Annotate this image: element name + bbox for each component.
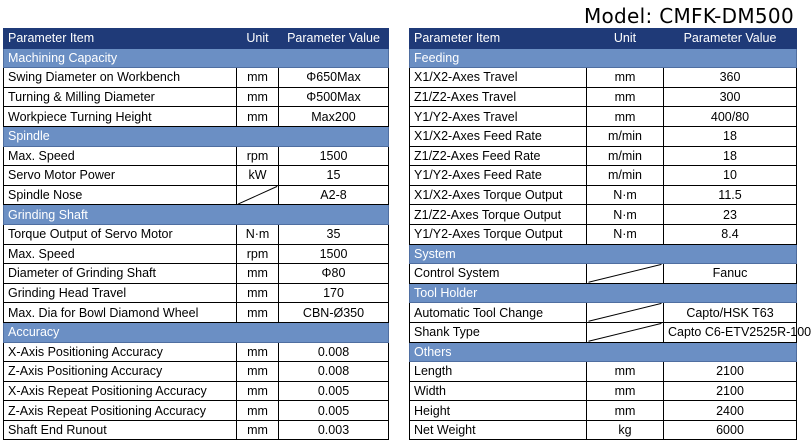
section-title: Spindle	[4, 126, 389, 146]
param-item: Workpiece Turning Height	[4, 107, 237, 127]
unit-not-applicable	[587, 322, 664, 342]
param-unit: mm	[237, 107, 279, 127]
header-unit: Unit	[587, 29, 664, 49]
param-unit: N·m	[587, 205, 664, 225]
param-unit: mm	[587, 401, 664, 421]
param-value: 8.4	[664, 224, 797, 244]
param-unit: mm	[587, 68, 664, 88]
param-unit: mm	[237, 303, 279, 323]
param-item: Net Weight	[410, 420, 587, 440]
param-item: Spindle Nose	[4, 185, 237, 205]
section-row	[4, 126, 389, 146]
param-item: Grinding Head Travel	[4, 283, 237, 303]
param-value: 0.005	[279, 401, 389, 421]
table-row	[4, 342, 389, 362]
diagonal-slash-icon	[587, 323, 663, 342]
table-row	[4, 224, 389, 244]
param-item: Max. Speed	[4, 244, 237, 264]
table-row	[4, 185, 389, 205]
unit-not-applicable	[587, 303, 664, 323]
param-value: 2400	[664, 401, 797, 421]
param-unit: rpm	[237, 244, 279, 264]
header-row	[4, 29, 389, 49]
param-unit: mm	[237, 68, 279, 88]
table-row	[410, 68, 797, 88]
section-row	[4, 48, 389, 68]
section-row	[410, 244, 797, 264]
section-row	[410, 342, 797, 362]
param-unit: mm	[237, 381, 279, 401]
section-title: System	[410, 244, 797, 264]
header-item: Parameter Item	[4, 29, 237, 49]
param-unit: kg	[587, 420, 664, 440]
table-row	[4, 166, 389, 186]
diagonal-slash-icon	[587, 303, 663, 322]
param-unit: N·m	[587, 185, 664, 205]
param-item: Z1/Z2-Axes Torque Output	[410, 205, 587, 225]
table-row	[410, 166, 797, 186]
param-value: 0.005	[279, 381, 389, 401]
unit-not-applicable	[237, 185, 279, 205]
header-value: Parameter Value	[664, 29, 797, 49]
param-item: X1/X2-Axes Feed Rate	[410, 126, 587, 146]
param-value: 18	[664, 146, 797, 166]
param-item: Z1/Z2-Axes Feed Rate	[410, 146, 587, 166]
param-unit: mm	[237, 342, 279, 362]
section-row	[410, 48, 797, 68]
param-value: Φ650Max	[279, 68, 389, 88]
param-item: Shank Type	[410, 322, 587, 342]
param-value: Capto C6-ETV2525R-100	[664, 322, 797, 342]
section-row	[4, 205, 389, 225]
param-value: Capto/HSK T63	[664, 303, 797, 323]
param-value: Fanuc	[664, 264, 797, 284]
table-row	[410, 126, 797, 146]
param-item: Servo Motor Power	[4, 166, 237, 186]
param-unit: mm	[237, 283, 279, 303]
param-value: 2100	[664, 362, 797, 382]
header-value: Parameter Value	[279, 29, 389, 49]
param-item: Automatic Tool Change	[410, 303, 587, 323]
param-value: 1500	[279, 146, 389, 166]
table-row	[410, 146, 797, 166]
model-title: Model: CMFK-DM500	[583, 4, 794, 28]
table-row	[410, 322, 797, 342]
table-row	[4, 244, 389, 264]
param-item: Y1/Y2-Axes Travel	[410, 107, 587, 127]
table-row	[410, 420, 797, 440]
param-item: Z1/Z2-Axes Travel	[410, 87, 587, 107]
param-unit: mm	[237, 401, 279, 421]
table-row	[410, 362, 797, 382]
param-item: Swing Diameter on Workbench	[4, 68, 237, 88]
table-row	[410, 381, 797, 401]
section-title: Others	[410, 342, 797, 362]
header-row	[410, 29, 797, 49]
table-row	[410, 107, 797, 127]
table-row	[4, 107, 389, 127]
param-unit: N·m	[237, 224, 279, 244]
param-value: 15	[279, 166, 389, 186]
table-row	[410, 264, 797, 284]
param-value: Φ80	[279, 264, 389, 284]
param-unit: m/min	[587, 146, 664, 166]
table-row	[4, 283, 389, 303]
param-item: Max. Dia for Bowl Diamond Wheel	[4, 303, 237, 323]
section-row	[4, 322, 389, 342]
table-row	[4, 362, 389, 382]
param-unit: mm	[237, 420, 279, 440]
param-unit: mm	[587, 87, 664, 107]
param-value: 11.5	[664, 185, 797, 205]
param-value: 300	[664, 87, 797, 107]
param-item: Width	[410, 381, 587, 401]
param-unit: mm	[237, 87, 279, 107]
section-title: Grinding Shaft	[4, 205, 389, 225]
param-item: Control System	[410, 264, 587, 284]
param-unit: N·m	[587, 224, 664, 244]
param-value: 6000	[664, 420, 797, 440]
table-row	[410, 224, 797, 244]
param-unit: m/min	[587, 126, 664, 146]
param-unit: mm	[587, 362, 664, 382]
spec-table-left	[3, 28, 389, 440]
param-value: 170	[279, 283, 389, 303]
param-value: Max200	[279, 107, 389, 127]
param-item: Turning & Milling Diameter	[4, 87, 237, 107]
table-row	[4, 146, 389, 166]
table-row	[4, 87, 389, 107]
param-item: Torque Output of Servo Motor	[4, 224, 237, 244]
param-value: CBN-Ø350	[279, 303, 389, 323]
param-unit: m/min	[587, 166, 664, 186]
table-row	[4, 420, 389, 440]
param-value: 400/80	[664, 107, 797, 127]
table-row	[410, 303, 797, 323]
table-row	[410, 401, 797, 421]
param-value: 0.008	[279, 342, 389, 362]
param-value: 0.008	[279, 362, 389, 382]
unit-not-applicable	[587, 264, 664, 284]
spec-table-right	[409, 28, 811, 440]
param-item: Length	[410, 362, 587, 382]
table-row	[4, 381, 389, 401]
table-row	[4, 401, 389, 421]
param-value: 360	[664, 68, 797, 88]
param-value: 0.003	[279, 420, 389, 440]
param-item: Y1/Y2-Axes Feed Rate	[410, 166, 587, 186]
header-item: Parameter Item	[410, 29, 587, 49]
param-unit: mm	[237, 264, 279, 284]
param-value: A2-8	[279, 185, 389, 205]
param-value: Φ500Max	[279, 87, 389, 107]
param-item: Y1/Y2-Axes Torque Output	[410, 224, 587, 244]
section-title: Feeding	[410, 48, 797, 68]
param-unit: kW	[237, 166, 279, 186]
param-item: Max. Speed	[4, 146, 237, 166]
diagonal-slash-icon	[237, 186, 278, 205]
param-item: X-Axis Repeat Positioning Accuracy	[4, 381, 237, 401]
table-row	[4, 264, 389, 284]
param-item: Z-Axis Positioning Accuracy	[4, 362, 237, 382]
param-unit: rpm	[237, 146, 279, 166]
section-title: Tool Holder	[410, 283, 797, 303]
header-unit: Unit	[237, 29, 279, 49]
param-value: 10	[664, 166, 797, 186]
param-item: Diameter of Grinding Shaft	[4, 264, 237, 284]
param-value: 2100	[664, 381, 797, 401]
param-value: 1500	[279, 244, 389, 264]
param-value: 23	[664, 205, 797, 225]
param-value: 35	[279, 224, 389, 244]
param-item: Height	[410, 401, 587, 421]
param-item: X1/X2-Axes Travel	[410, 68, 587, 88]
param-unit: mm	[237, 362, 279, 382]
param-unit: mm	[587, 381, 664, 401]
param-item: Shaft End Runout	[4, 420, 237, 440]
table-row	[4, 303, 389, 323]
param-value: 18	[664, 126, 797, 146]
table-row	[410, 185, 797, 205]
section-title: Accuracy	[4, 322, 389, 342]
table-row	[4, 68, 389, 88]
param-item: Z-Axis Repeat Positioning Accuracy	[4, 401, 237, 421]
table-row	[410, 205, 797, 225]
section-title: Machining Capacity	[4, 48, 389, 68]
param-item: X1/X2-Axes Torque Output	[410, 185, 587, 205]
diagonal-slash-icon	[587, 264, 663, 283]
table-row	[410, 87, 797, 107]
section-row	[410, 283, 797, 303]
param-item: X-Axis Positioning Accuracy	[4, 342, 237, 362]
param-unit: mm	[587, 107, 664, 127]
